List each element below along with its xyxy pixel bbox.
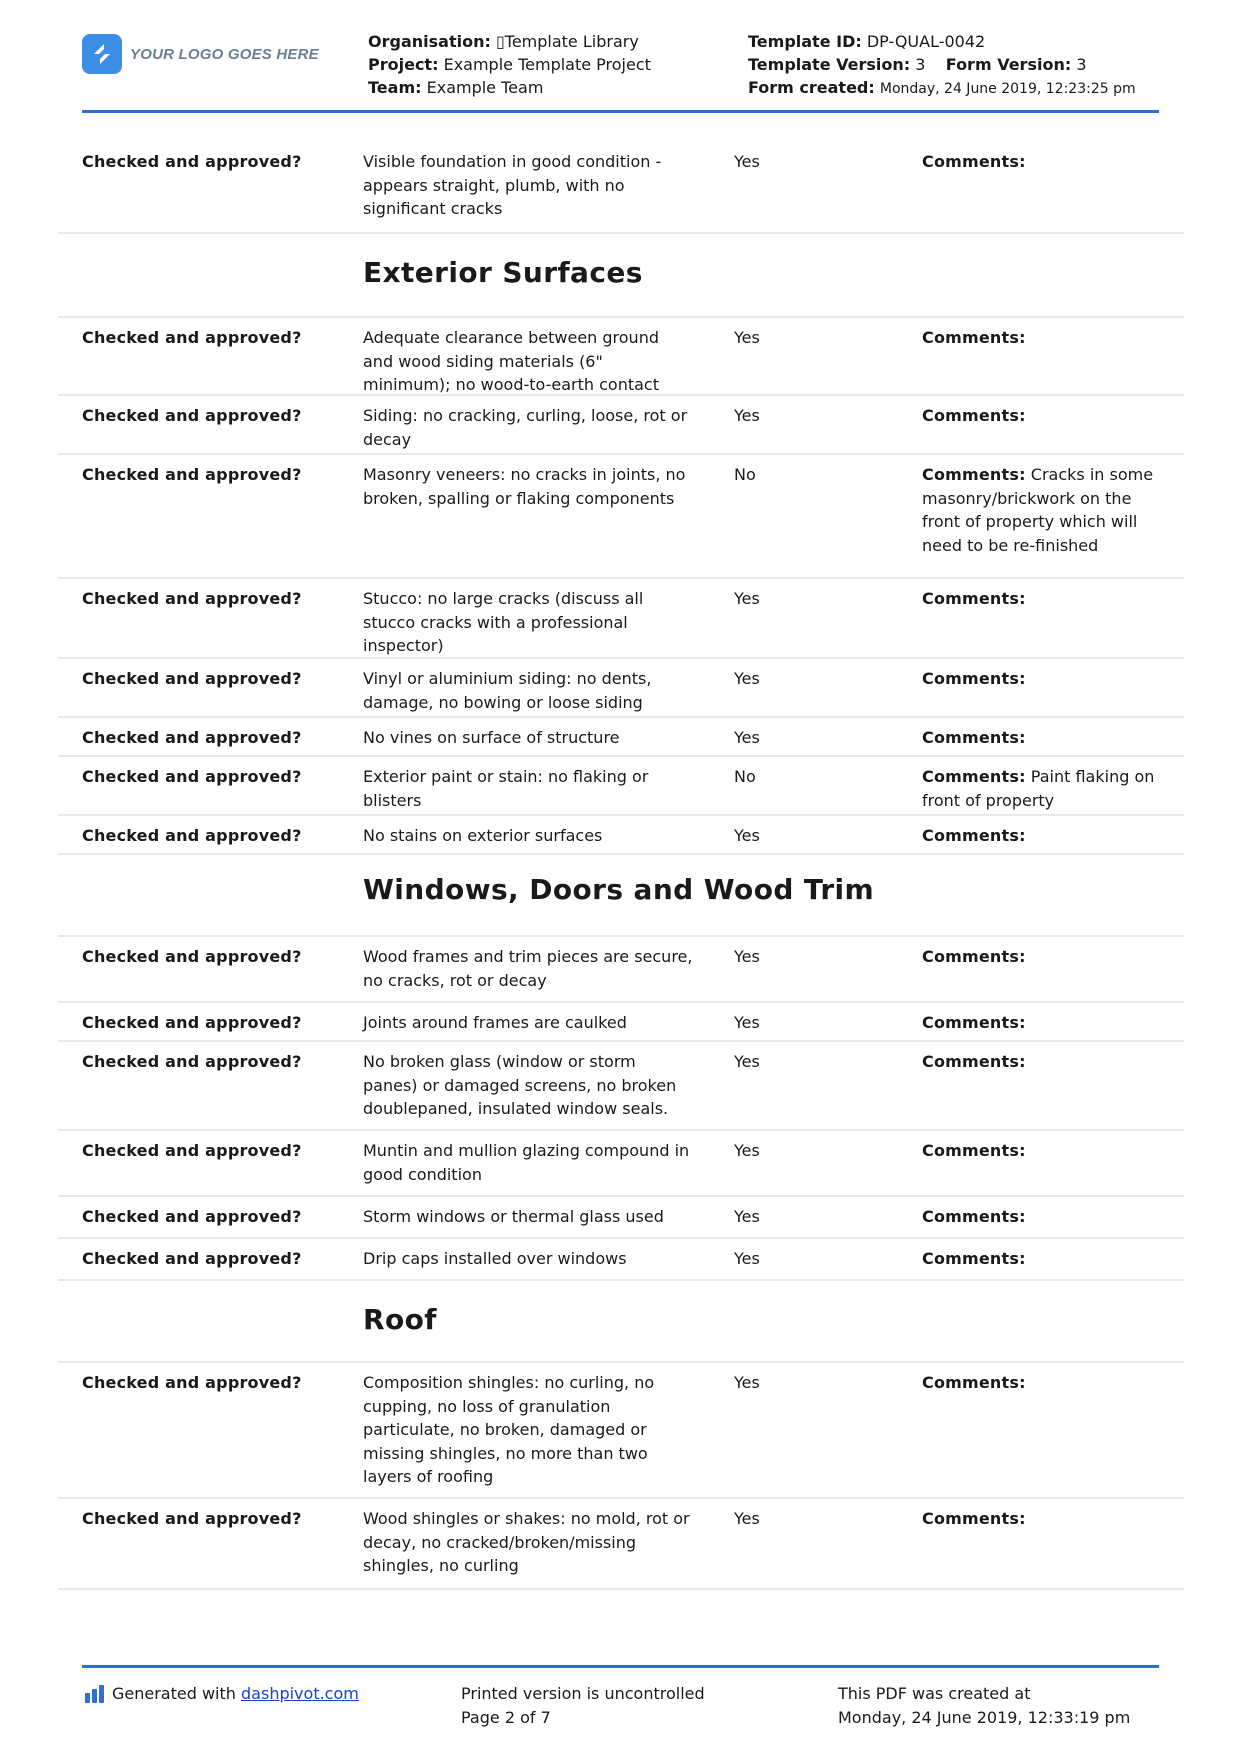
row-answer: Yes (734, 152, 760, 171)
team-value: Example Team (426, 78, 544, 97)
row-label: Checked and approved? (82, 669, 302, 688)
page-number: Page 2 of 7 (461, 1707, 551, 1727)
checklist-row (58, 1363, 1184, 1499)
row-label: Checked and approved? (82, 767, 302, 786)
row-answer: Yes (734, 1207, 760, 1226)
company-logo (82, 34, 319, 74)
row-comments (922, 765, 1157, 812)
checklist-row (58, 659, 1184, 718)
row-comments (922, 150, 1157, 174)
section-heading (58, 1281, 1184, 1363)
row-answer: No (734, 767, 756, 786)
row-comments (922, 726, 1157, 750)
row-label: Checked and approved? (82, 406, 302, 425)
organisation-icon: ▯ (495, 32, 505, 51)
template-id-value: DP-QUAL-0042 (866, 32, 986, 51)
row-description: Muntin and mullion glazing compound in good condition (363, 1141, 690, 1184)
row-answer: Yes (734, 1141, 760, 1160)
organisation-value: Template Library (504, 32, 639, 51)
row-comments (922, 1050, 1157, 1074)
checklist-row (58, 937, 1184, 1003)
comments-label: Comments: (922, 947, 1026, 966)
section-title-roof: Roof (363, 1303, 437, 1336)
comments-label: Comments: (922, 1207, 1026, 1226)
comments-label: Comments: (922, 767, 1026, 786)
comments-label: Comments: (922, 1141, 1026, 1160)
comments-label: Comments: (922, 1373, 1026, 1392)
template-version-value: 3 (915, 55, 926, 74)
template-id-label: Template ID: (748, 32, 862, 51)
row-comments (922, 824, 1157, 848)
checklist-row (58, 1499, 1184, 1590)
form-version-label: Form Version: (945, 55, 1072, 74)
comments-label: Comments: (922, 328, 1026, 347)
section-title-windows-doors: Windows, Doors and Wood Trim (363, 873, 875, 906)
dashpivot-link[interactable]: dashpivot.com (241, 1684, 359, 1703)
row-comments (922, 667, 1157, 691)
checklist-row (58, 1239, 1184, 1281)
row-description: Exterior paint or stain: no flaking or blisters (363, 767, 649, 810)
checklist-row (58, 757, 1184, 816)
comments-label: Comments: (922, 465, 1026, 484)
section-heading (58, 234, 1184, 318)
row-label: Checked and approved? (82, 152, 302, 171)
row-label: Checked and approved? (82, 826, 302, 845)
row-answer: Yes (734, 1013, 760, 1032)
organisation-label: Organisation: (368, 32, 491, 51)
logo-icon (82, 34, 122, 74)
form-version-value: 3 (1076, 55, 1087, 74)
logo-text: YOUR LOGO GOES HERE (130, 45, 319, 63)
row-answer: Yes (734, 1249, 760, 1268)
row-comments (922, 1371, 1157, 1395)
project-value: Example Template Project (443, 55, 651, 74)
row-comments (922, 945, 1157, 969)
row-description: Wood frames and trim pieces are secure, no cracks, rot or decay (363, 947, 693, 990)
checklist-row (58, 1042, 1184, 1131)
footer-page-info (461, 1682, 705, 1729)
row-comments (922, 404, 1157, 428)
row-answer: No (734, 465, 756, 484)
pdf-created-label: This PDF was created at (838, 1684, 1031, 1703)
row-label: Checked and approved? (82, 1509, 302, 1528)
row-description: Stucco: no large cracks (discuss all stucco cracks with a professional inspector) (363, 589, 644, 655)
row-description: No stains on exterior surfaces (363, 826, 603, 845)
row-comments (922, 1247, 1157, 1271)
row-answer: Yes (734, 728, 760, 747)
checklist-row (58, 718, 1184, 757)
header-divider (82, 110, 1159, 113)
template-version-label: Template Version: (748, 55, 911, 74)
team-label: Team: (368, 78, 422, 97)
checklist-row (58, 579, 1184, 659)
row-answer: Yes (734, 947, 760, 966)
row-label: Checked and approved? (82, 1013, 302, 1032)
row-answer: Yes (734, 406, 760, 425)
row-answer: Yes (734, 589, 760, 608)
row-comments (922, 326, 1157, 350)
row-description: Adequate clearance between ground and wood siding materials (6" minimum); no wood-to-earth contact (363, 328, 659, 394)
header-template-info (748, 30, 1136, 101)
form-created-value: Monday, 24 June 2019, 12:23:25 pm (879, 81, 1136, 97)
generated-prefix: Generated with (112, 1684, 236, 1703)
uncontrolled-notice: Printed version is uncontrolled (461, 1684, 705, 1703)
checklist-row (58, 318, 1184, 396)
row-description: No broken glass (window or storm panes) or damaged screens, no broken doublepaned, insulated window seals. (363, 1052, 677, 1118)
row-label: Checked and approved? (82, 1249, 302, 1268)
project-label: Project: (368, 55, 439, 74)
row-label: Checked and approved? (82, 465, 302, 484)
section-heading (58, 855, 1184, 937)
comments-label: Comments: (922, 728, 1026, 747)
row-label: Checked and approved? (82, 1052, 302, 1071)
section-title-exterior-surfaces: Exterior Surfaces (363, 256, 643, 289)
comments-label: Comments: (922, 1249, 1026, 1268)
row-description: Masonry veneers: no cracks in joints, no broken, spalling or flaking components (363, 465, 686, 508)
row-answer: Yes (734, 1052, 760, 1071)
pdf-created-date: Monday, 24 June 2019, 12:33:19 pm (838, 1707, 1131, 1727)
row-comments (922, 1011, 1157, 1035)
row-description: Siding: no cracking, curling, loose, rot or decay (363, 406, 688, 449)
row-comments (922, 1507, 1157, 1531)
checklist (58, 150, 1184, 1590)
checklist-row (58, 816, 1184, 855)
checklist-row (58, 455, 1184, 579)
comments-label: Comments: (922, 1052, 1026, 1071)
form-created-label: Form created: (748, 78, 875, 97)
row-comments (922, 587, 1157, 611)
checklist-row (58, 150, 1184, 234)
row-description: No vines on surface of structure (363, 728, 620, 747)
row-description: Composition shingles: no curling, no cupping, no loss of granulation particulate, no broken, damaged or missing shingles, no more than two layers of roofing (363, 1373, 655, 1486)
checklist-row (58, 1003, 1184, 1042)
footer-created (838, 1682, 1130, 1729)
row-description: Storm windows or thermal glass used (363, 1207, 664, 1226)
comments-label: Comments: (922, 589, 1026, 608)
row-answer: Yes (734, 1373, 760, 1392)
row-answer: Yes (734, 1509, 760, 1528)
row-comments (922, 1139, 1157, 1163)
footer-divider (82, 1665, 1159, 1668)
checklist-row (58, 1197, 1184, 1239)
checklist-row (58, 396, 1184, 455)
row-label: Checked and approved? (82, 947, 302, 966)
row-description: Vinyl or aluminium siding: no dents, damage, no bowing or loose siding (363, 669, 652, 712)
row-label: Checked and approved? (82, 728, 302, 747)
footer-generated (85, 1682, 359, 1706)
row-answer: Yes (734, 826, 760, 845)
comments-label: Comments: (922, 826, 1026, 845)
row-comments (922, 1205, 1157, 1229)
row-label: Checked and approved? (82, 328, 302, 347)
row-description: Visible foundation in good condition - appears straight, plumb, with no significant cracks (363, 152, 662, 218)
row-answer: Yes (734, 669, 760, 688)
row-label: Checked and approved? (82, 1373, 302, 1392)
comments-label: Comments: (922, 406, 1026, 425)
page-header (82, 28, 1159, 112)
row-description: Joints around frames are caulked (363, 1013, 627, 1032)
comment-text: Cracks in some masonry/brickwork on the front of property which will need to be re-finished (922, 465, 1154, 555)
row-label: Checked and approved? (82, 589, 302, 608)
row-comments (922, 463, 1157, 557)
comment-text: Paint flaking on front of property (922, 767, 1155, 810)
row-description: Drip caps installed over windows (363, 1249, 627, 1268)
comments-label: Comments: (922, 152, 1026, 171)
header-project-info (368, 30, 651, 99)
row-answer: Yes (734, 328, 760, 347)
row-description: Wood shingles or shakes: no mold, rot or decay, no cracked/broken/missing shingles, no curling (363, 1509, 690, 1575)
comments-label: Comments: (922, 1509, 1026, 1528)
comments-label: Comments: (922, 1013, 1026, 1032)
checklist-row (58, 1131, 1184, 1197)
dashpivot-logo-icon (85, 1685, 104, 1703)
comments-label: Comments: (922, 669, 1026, 688)
row-label: Checked and approved? (82, 1141, 302, 1160)
row-label: Checked and approved? (82, 1207, 302, 1226)
